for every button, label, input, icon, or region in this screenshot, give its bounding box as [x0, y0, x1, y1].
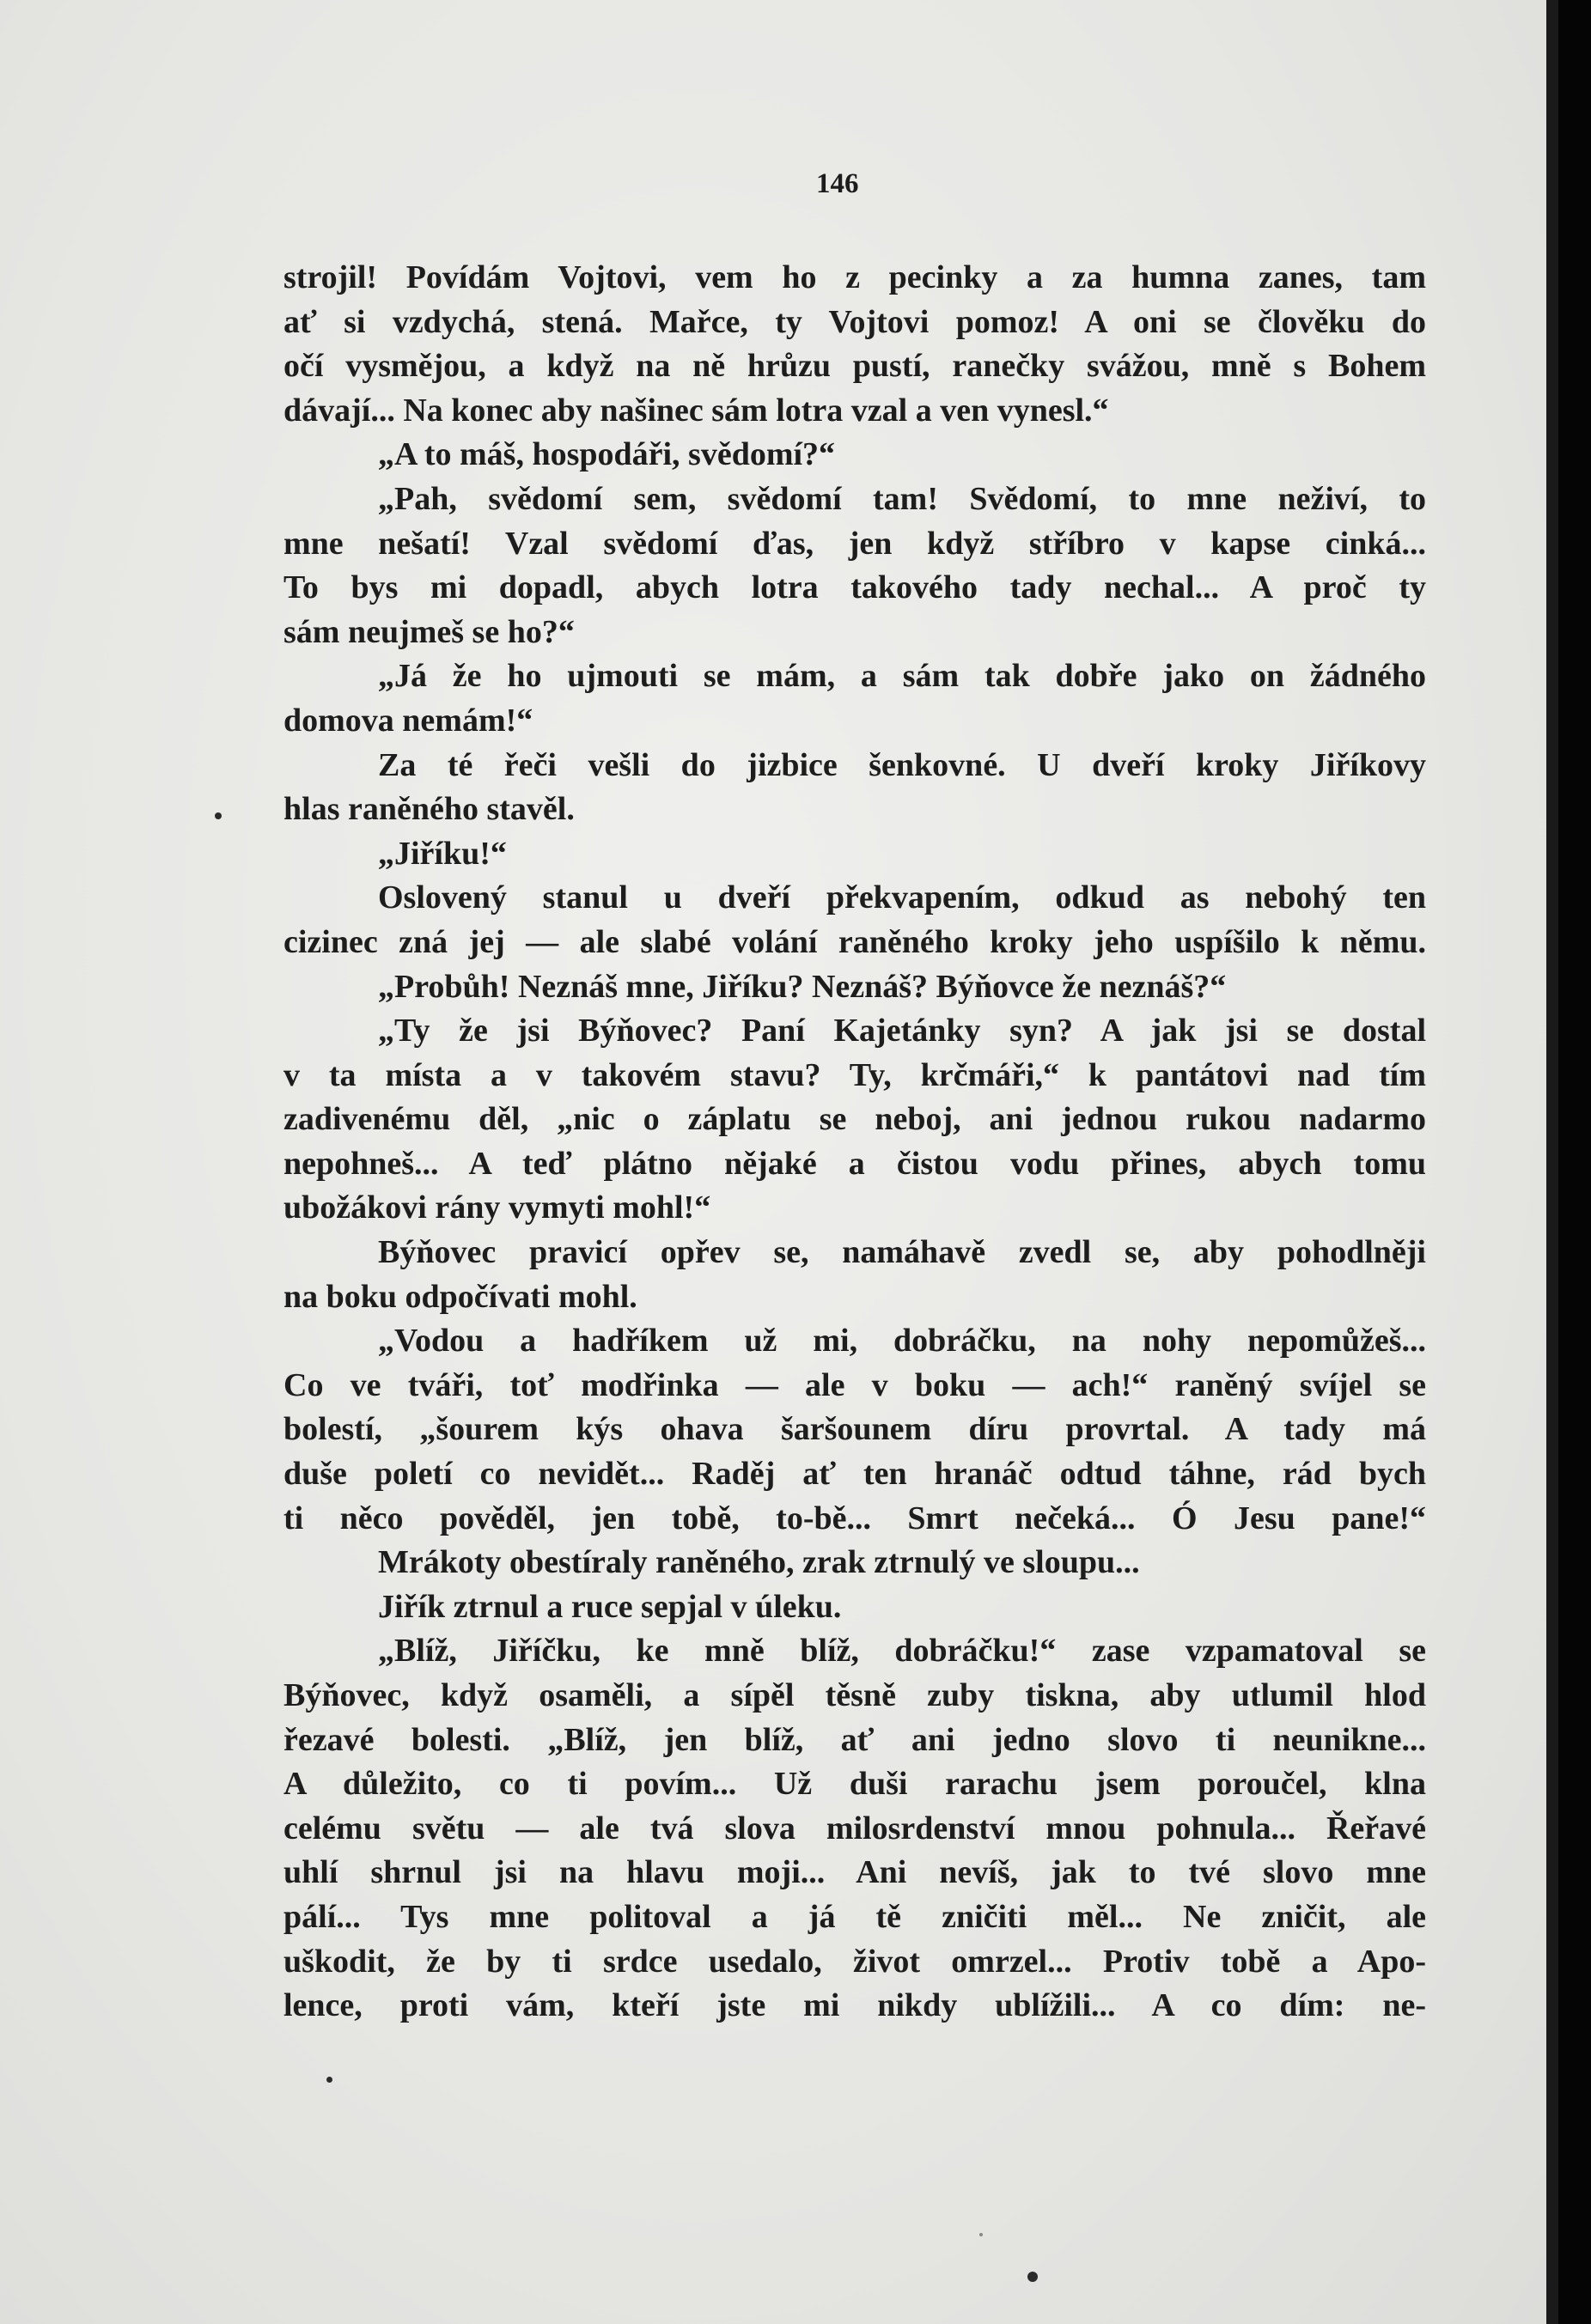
text-line: cizinec zná jej — ale slabé volání raněného kroky jeho uspíšilo k němu. [283, 923, 1426, 960]
text-line: lence, proti vám, kteří jste mi nikdy ublížili... A co dím: ne- [283, 1987, 1426, 2024]
text-line: Oslovený stanul u dveří překvapením, odkud as nebohý ten [378, 879, 1426, 916]
text-line: řezavé bolesti. „Blíž, jen blíž, ať ani jedno slovo ti neunikne... [283, 1721, 1426, 1758]
scan-border [1558, 0, 1591, 2324]
text-line: uhlí shrnul jsi na hlavu moji... Ani nevíš, jak to tvé slovo mne [283, 1854, 1426, 1891]
text-line: „Ty že jsi Býňovec? Paní Kajetánky syn? A jak jsi se dostal [378, 1013, 1426, 1049]
text-line: To bys mi dopadl, abych lotra takového tady nechal... A proč ty [283, 569, 1426, 606]
text-line: hlas raněného stavěl. [283, 791, 575, 828]
text-line: v ta místa a v takovém stavu? Ty, krčmáři,“ k pantátovi nad tím [283, 1056, 1426, 1093]
text-line: Co ve tváři, toť modřinka — ale v boku — ach!“ raněný svíjel se [283, 1366, 1426, 1403]
text-line: domova nemám!“ [283, 702, 533, 739]
text-line: mne nešatí! Vzal svědomí ďas, jen když stříbro v kapse cinká... [283, 525, 1426, 562]
text-line: „Vodou a hadříkem už mi, dobráčku, na nohy nepomůžeš... [378, 1323, 1426, 1360]
page-text [283, 256, 1426, 2029]
text-line: „Probůh! Neznáš mne, Jiříku? Neznáš? Býňovce že neznáš?“ [378, 968, 1227, 1005]
text-line: Býňovec pravicí opřev se, namáhavě zvedl se, aby pohodlněji [378, 1234, 1426, 1271]
text-line: dávají... Na konec aby našinec sám lotra vzal a ven vynesl.“ [283, 392, 1109, 429]
text-line: „A to máš, hospodáři, svědomí?“ [378, 436, 836, 473]
text-line: zadivenému děl, „nic o záplatu se neboj, ani jednou rukou nadarmo [283, 1101, 1426, 1138]
text-line: A důležito, co ti povím... Už duši rarachu jsem poroučel, klna [283, 1766, 1426, 1803]
text-line: ubožákovi rány vymyti mohl!“ [283, 1189, 711, 1226]
text-line: Jiřík ztrnul a ruce sepjal v úleku. [378, 1588, 842, 1625]
text-line: duše poletí co nevidět... Raděj ať ten hranáč odtud táhne, rád bych [283, 1456, 1426, 1493]
text-line: očí vysmějou, a když na ně hrůzu pustí, ranečky svážou, mně s Bohem [283, 348, 1426, 385]
scan-speck [215, 812, 222, 819]
text-line: Býňovec, když osaměli, a sípěl těsně zuby tiskna, aby utlumil hlod [283, 1677, 1426, 1713]
scan-speck [1027, 2272, 1038, 2282]
text-line: ti něco pověděl, jen tobě, to-bě... Smrt nečeká... Ó Jesu pane!“ [283, 1500, 1426, 1536]
scan-speck [979, 2233, 983, 2236]
text-line: na boku odpočívati mohl. [283, 1278, 637, 1315]
scan-speck [326, 2077, 332, 2083]
text-line: pálí... Tys mne politoval a já tě zničiti měl... Ne zničit, ale [283, 1898, 1426, 1935]
text-line: celému světu — ale tvá slova milosrdenství mnou pohnula... Řeřavé [283, 1810, 1426, 1846]
text-line: ať si vzdychá, stená. Mařce, ty Vojtovi pomoz! A oni se člověku do [283, 303, 1426, 340]
text-line: bolestí, „šourem kýs ohava šaršounem díru provrtal. A tady má [283, 1411, 1426, 1448]
text-line: nepohneš... A teď plátno nějaké a čistou vodu přines, abych tomu [283, 1145, 1426, 1182]
page-edge-shadow [1546, 0, 1558, 2324]
text-line: „Pah, svědomí sem, svědomí tam! Svědomí, to mne neživí, to [378, 480, 1426, 517]
text-line: „Já že ho ujmouti se mám, a sám tak dobře jako on žádného [378, 658, 1426, 695]
text-line: sám neujmeš se ho?“ [283, 613, 575, 650]
page-number: 146 [816, 168, 859, 199]
text-line: Mrákoty obestíraly raněného, zrak ztrnulý ve sloupu... [378, 1544, 1140, 1581]
text-line: uškodit, že by ti srdce usedalo, život omrzel... Protiv tobě a Apo- [283, 1943, 1426, 1980]
text-line: „Blíž, Jiříčku, ke mně blíž, dobráčku!“ zase vzpamatoval se [378, 1633, 1426, 1670]
text-line: „Jiříku!“ [378, 835, 507, 872]
text-line: strojil! Povídám Vojtovi, vem ho z pecinky a za humna zanes, tam [283, 259, 1426, 295]
text-line: Za té řeči vešli do jizbice šenkovné. U dveří kroky Jiříkovy [378, 746, 1426, 783]
